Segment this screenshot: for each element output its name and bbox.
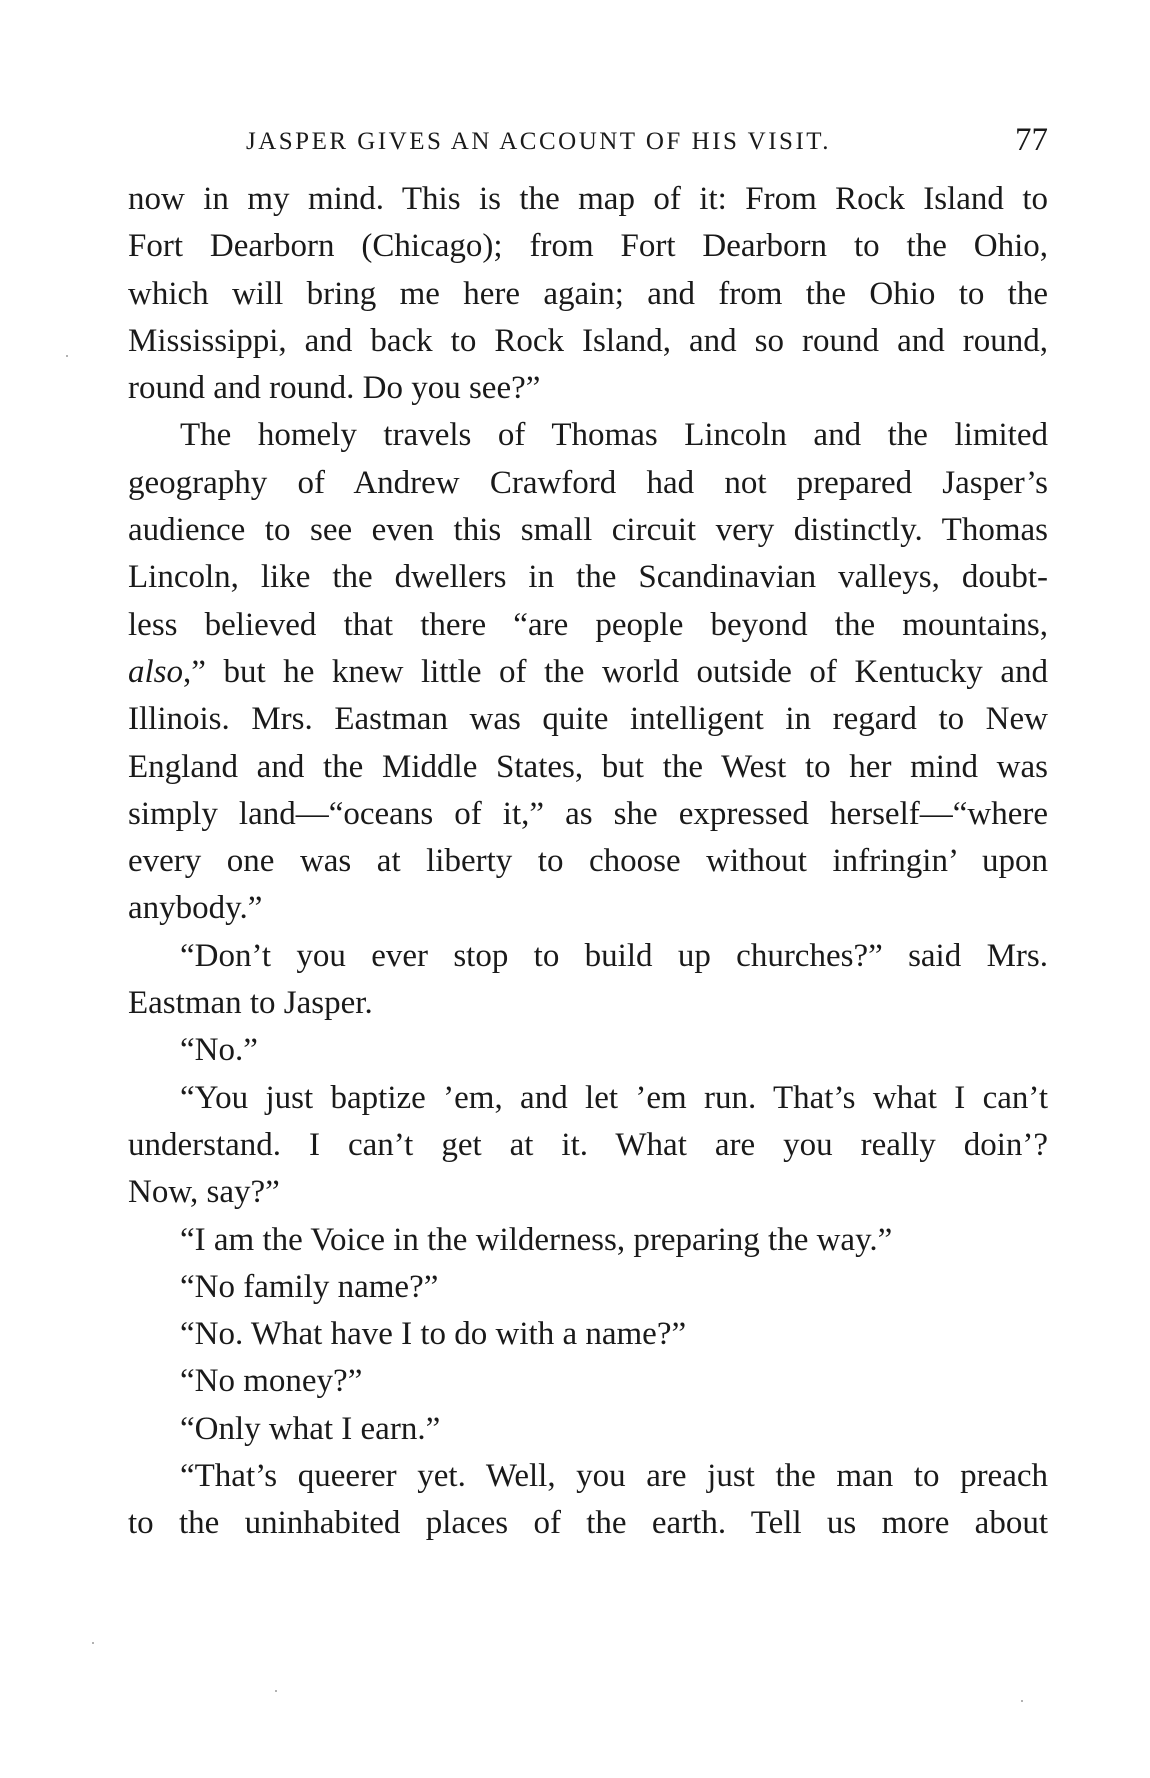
running-head <box>128 118 1048 162</box>
text-line: Lincoln, like the dwellers in the Scandinavian valleys, doubt- <box>128 559 1048 596</box>
book-page <box>128 118 1048 1548</box>
scan-speck <box>275 1690 277 1692</box>
scan-speck <box>92 1642 94 1644</box>
text-line: Illinois. Mrs. Eastman was quite intelligent in regard to New <box>128 701 1048 738</box>
body-text <box>128 176 1048 1548</box>
text-line: Now, say?” <box>128 1174 280 1211</box>
text-line: anybody.” <box>128 890 263 927</box>
text-line: “I am the Voice in the wilderness, preparing the way.” <box>180 1221 893 1258</box>
text-line: “Don’t you ever stop to build up churches?” said Mrs. <box>180 937 1048 974</box>
text-line <box>128 649 1048 696</box>
text-line: “No. What have I to do with a name?” <box>180 1316 687 1353</box>
page-number: 77 <box>1015 122 1048 158</box>
running-title: JASPER GIVES AN ACCOUNT OF HIS VISIT. <box>246 128 831 155</box>
scan-speck <box>1021 1700 1023 1702</box>
text-line: every one was at liberty to choose without infringin’ upon <box>128 843 1048 880</box>
text-line: simply land—“oceans of it,” as she expressed herself—“where <box>128 795 1048 832</box>
text-line: Mississippi, and back to Rock Island, and so round and round, <box>128 322 1048 359</box>
text-line: which will bring me here again; and from the Ohio to the <box>128 275 1048 312</box>
text-line: round and round. Do you see?” <box>128 370 541 407</box>
text-line: “No family name?” <box>180 1268 439 1305</box>
text-line: understand. I can’t get at it. What are you really doin’? <box>128 1126 1048 1163</box>
text-line: The homely travels of Thomas Lincoln and the limited <box>180 417 1048 454</box>
text-line: “No money?” <box>180 1363 363 1400</box>
text-line: “That’s queerer yet. Well, you are just the man to preach <box>180 1458 1048 1495</box>
text-line: less believed that there “are people beyond the mountains, <box>128 606 1048 643</box>
text-line: Fort Dearborn (Chicago); from Fort Dearborn to the Ohio, <box>128 228 1048 265</box>
text-line: “You just baptize ’em, and let ’em run. That’s what I can’t <box>180 1079 1048 1116</box>
text-line: Eastman to Jasper. <box>128 985 373 1022</box>
scan-speck <box>66 355 68 357</box>
text-line: now in my mind. This is the map of it: From Rock Island to <box>128 181 1048 217</box>
text-line: geography of Andrew Crawford had not prepared Jasper’s <box>128 464 1048 501</box>
text-line: to the uninhabited places of the earth. Tell us more about <box>128 1505 1048 1542</box>
text-line: England and the Middle States, but the West to her mind was <box>128 748 1048 785</box>
text-line: audience to see even this small circuit very distinctly. Thomas <box>128 512 1048 549</box>
italic-word: also <box>128 653 184 690</box>
text-fragment: ,” but he knew little of the world outside of Kentucky and <box>183 653 1048 690</box>
text-line: “No.” <box>180 1032 258 1069</box>
text-line: “Only what I earn.” <box>180 1410 441 1447</box>
